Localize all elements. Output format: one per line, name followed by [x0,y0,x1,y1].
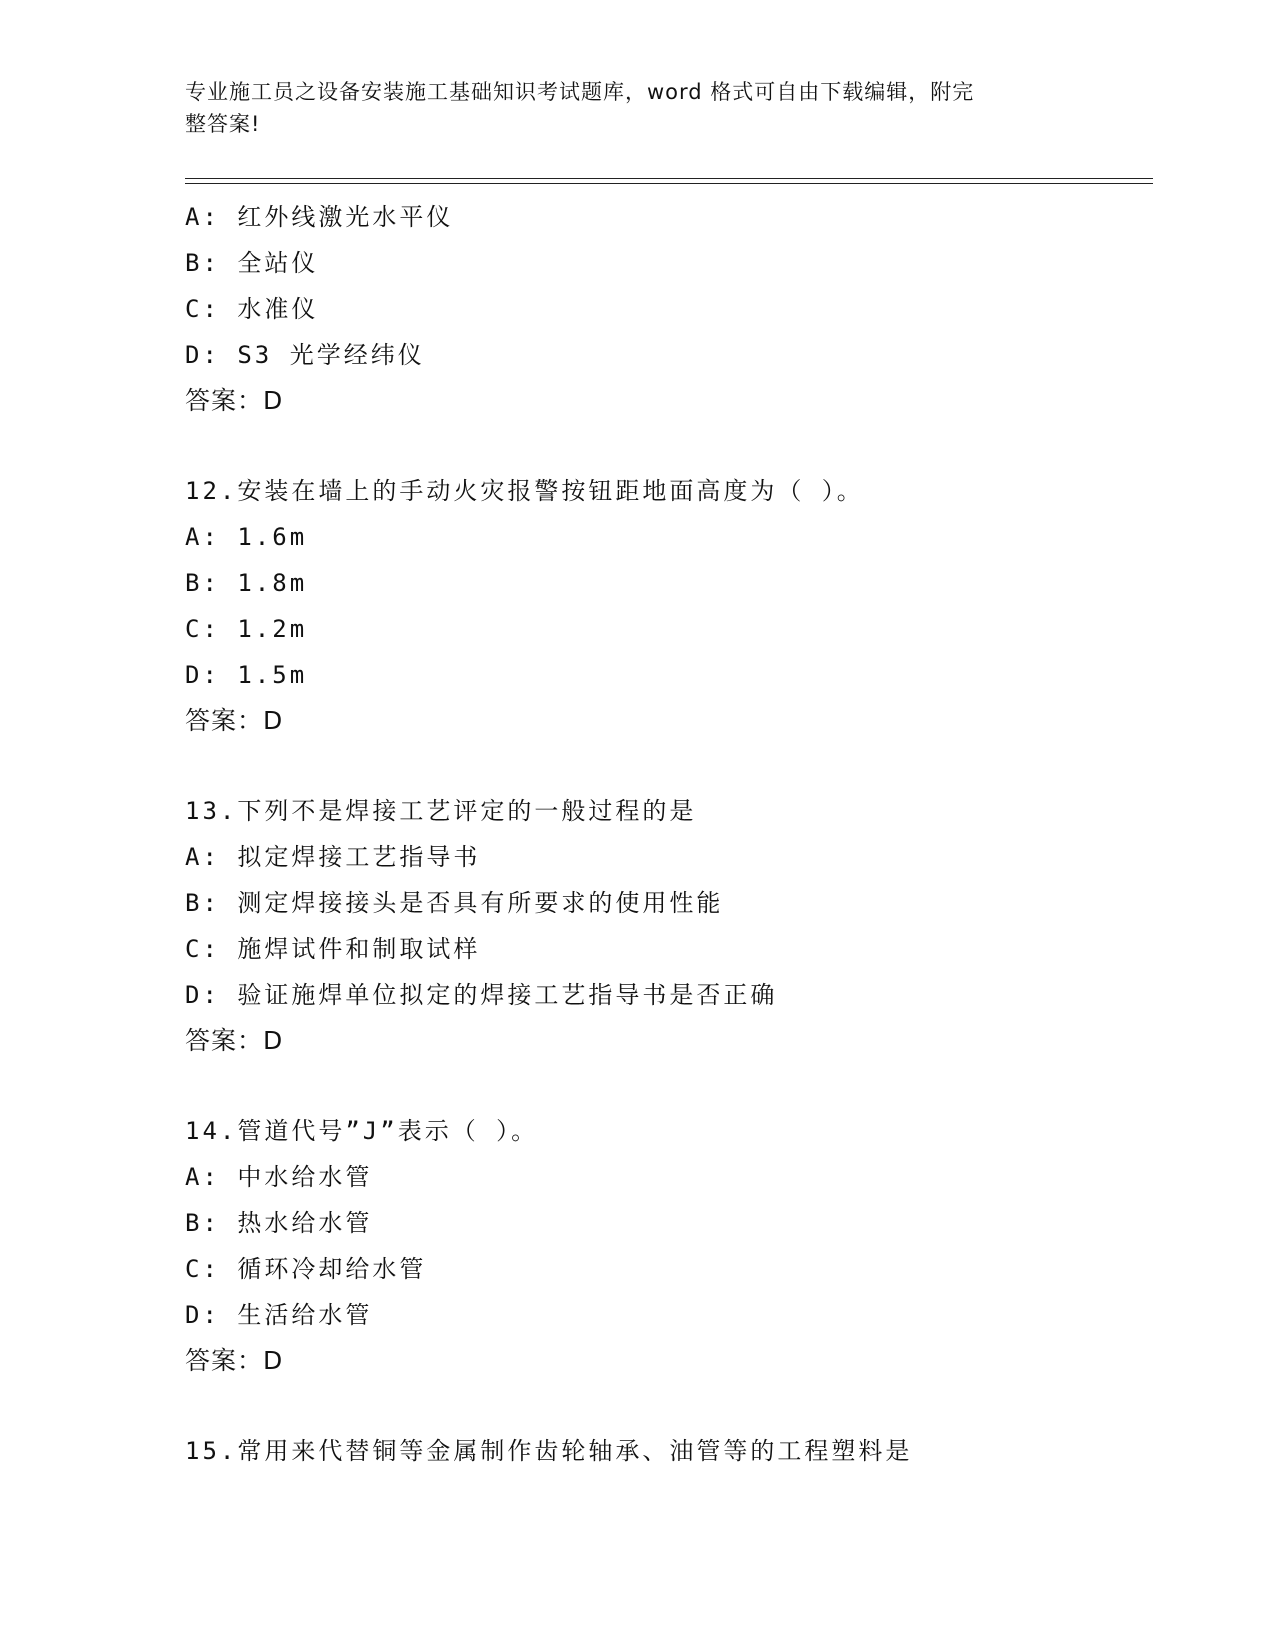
option-c: C: 水准仪 [185,295,319,323]
spacer [185,744,1153,788]
option-d: D: S3 光学经纬仪 [185,341,425,369]
question-title: 15.常用来代替铜等金属制作齿轮轴承、油管等的工程塑料是 [185,1437,913,1465]
option-c: C: 施焊试件和制取试样 [185,935,481,963]
option-d: D: 1.5m [185,661,308,689]
question-title: 13.下列不是焊接工艺评定的一般过程的是 [185,797,697,825]
answer: 答案：D [185,1346,284,1375]
option-b: B: 热水给水管 [185,1209,373,1237]
answer: 答案：D [185,1026,284,1055]
option-b: B: 全站仪 [185,249,319,277]
option-a: A: 红外线激光水平仪 [185,203,454,231]
spacer [185,1064,1153,1108]
option-a: A: 1.6m [185,523,308,551]
question-13 [185,788,1153,1064]
spacer [185,1384,1153,1428]
header-divider-bottom [185,183,1153,184]
question-14 [185,1108,1153,1384]
answer: 答案：D [185,706,284,735]
spacer [185,424,1153,468]
document-header [185,76,1065,140]
option-a: A: 拟定焊接工艺指导书 [185,843,481,871]
question-11 [185,194,1153,424]
question-15 [185,1428,1153,1474]
header-divider-top [185,178,1153,179]
question-title: 14.管道代号”J”表示（ ）。 [185,1117,539,1145]
option-c: C: 循环冷却给水管 [185,1255,427,1283]
header-title-line-1: 专业施工员之设备安装施工基础知识考试题库，word 格式可自由下载编辑，附完 [185,80,975,104]
option-c: C: 1.2m [185,615,308,643]
option-d: D: 验证施焊单位拟定的焊接工艺指导书是否正确 [185,981,778,1009]
question-12 [185,468,1153,744]
answer: 答案：D [185,386,284,415]
option-b: B: 测定焊接接头是否具有所要求的使用性能 [185,889,724,917]
question-title: 12.安装在墙上的手动火灾报警按钮距地面高度为（ ）。 [185,477,864,505]
option-d: D: 生活给水管 [185,1301,373,1329]
header-title-line-2: 整答案! [185,112,261,136]
option-a: A: 中水给水管 [185,1163,373,1191]
question-list [185,194,1153,1474]
option-b: B: 1.8m [185,569,308,597]
